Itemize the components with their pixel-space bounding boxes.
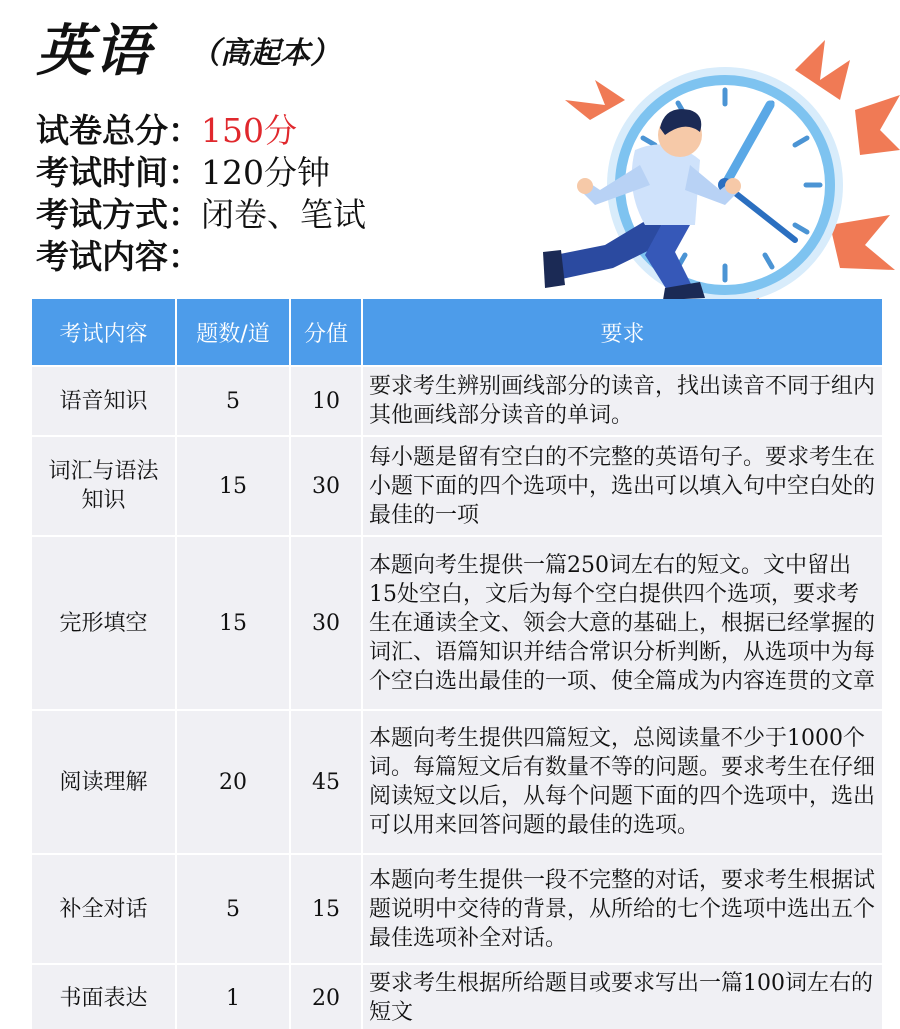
cell-score: 15 <box>291 855 361 963</box>
cell-score: 45 <box>291 711 361 853</box>
exam-content-table <box>30 297 884 1029</box>
info-label: 试卷总分： <box>36 111 201 150</box>
info-total-score <box>36 110 556 152</box>
table-row <box>32 367 882 435</box>
cell-name: 阅读理解 <box>32 711 175 853</box>
runner-with-clock-icon <box>495 40 900 300</box>
cell-count: 15 <box>177 537 289 709</box>
header-score: 分值 <box>291 299 361 365</box>
cell-requirement: 本题向考生提供四篇短文，总阅读量不少于1000个词。每篇短文后有数量不等的问题。要求考生在仔细阅读短文以后，从每个问题下面的四个选项中，选出可以用来回答问题的最佳的选项。 <box>363 711 882 853</box>
table-row <box>32 437 882 535</box>
cell-count: 5 <box>177 367 289 435</box>
table-row <box>32 965 882 1029</box>
cell-requirement: 本题向考生提供一段不完整的对话，要求考生根据试题说明中交待的背景，从所给的七个选项中选出五个最佳选项补全对话。 <box>363 855 882 963</box>
cell-count: 15 <box>177 437 289 535</box>
cell-score: 30 <box>291 537 361 709</box>
info-exam-time <box>36 152 556 194</box>
cell-name: 词汇与语法知识 <box>32 437 175 535</box>
cell-score: 30 <box>291 437 361 535</box>
header-content: 考试内容 <box>32 299 175 365</box>
cell-score: 20 <box>291 965 361 1029</box>
page-subtitle: （高起本） <box>190 36 340 71</box>
cell-requirement: 要求考生根据所给题目或要求写出一篇100词左右的短文 <box>363 965 882 1029</box>
info-exam-method <box>36 194 556 236</box>
table-row <box>32 855 882 963</box>
cell-requirement: 每小题是留有空白的不完整的英语句子。要求考生在小题下面的四个选项中，选出可以填入句中空白处的最佳的一项 <box>363 437 882 535</box>
table-row <box>32 537 882 709</box>
header-count: 题数/道 <box>177 299 289 365</box>
page-title: 英语 <box>36 19 152 84</box>
cell-requirement: 要求考生辨别画线部分的读音，找出读音不同于组内其他画线部分读音的单词。 <box>363 367 882 435</box>
info-label: 考试时间： <box>36 153 201 192</box>
cell-name: 完形填空 <box>32 537 175 709</box>
cell-score: 10 <box>291 367 361 435</box>
table-header-row <box>32 299 882 365</box>
info-value: 120分钟 <box>201 153 330 192</box>
table-row <box>32 711 882 853</box>
cell-requirement: 本题向考生提供一篇250词左右的短文。文中留出15处空白，文后为每个空白提供四个选项，要求考生在通读全文、领会大意的基础上，根据已经掌握的词汇、语篇知识并结合常识分析判断，从选项中为每个空白选出最佳的一项、使全篇成为内容连贯的文章 <box>363 537 882 709</box>
cell-name: 书面表达 <box>32 965 175 1029</box>
info-value: 150分 <box>201 111 297 150</box>
cell-count: 5 <box>177 855 289 963</box>
cell-name: 语音知识 <box>32 367 175 435</box>
info-label: 考试方式： <box>36 195 201 234</box>
info-label: 考试内容： <box>36 237 201 276</box>
cell-count: 1 <box>177 965 289 1029</box>
exam-info <box>36 110 556 278</box>
cell-count: 20 <box>177 711 289 853</box>
header-requirement: 要求 <box>363 299 882 365</box>
info-value: 闭卷、笔试 <box>201 195 366 234</box>
info-exam-content <box>36 236 556 278</box>
cell-name: 补全对话 <box>32 855 175 963</box>
